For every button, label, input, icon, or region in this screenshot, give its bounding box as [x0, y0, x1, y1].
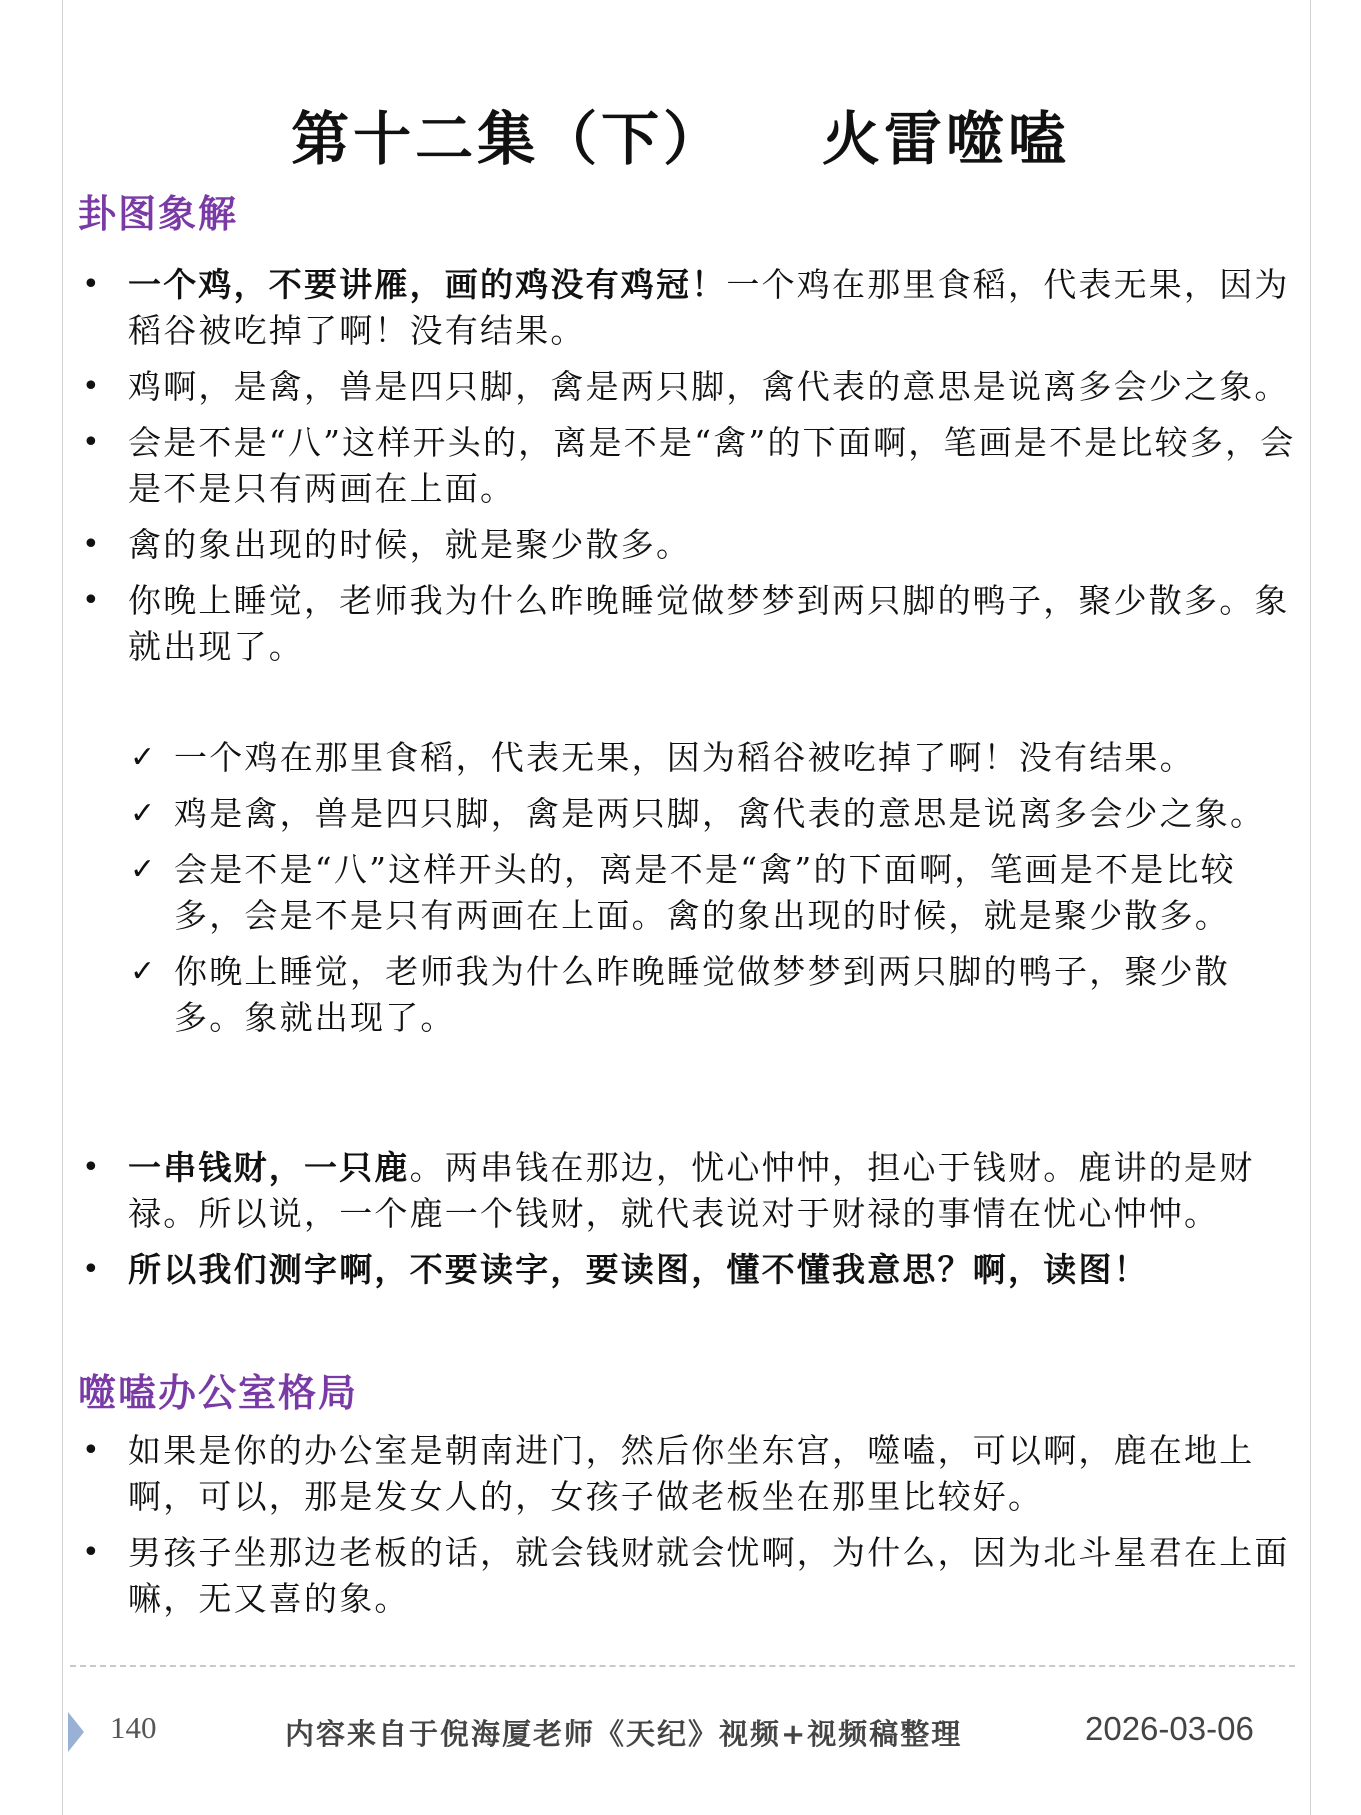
- left-margin-rule: [62, 0, 63, 1815]
- bullet-icon: •: [82, 1252, 102, 1287]
- list-item: [78, 262, 1303, 354]
- bullet-icon: •: [82, 1433, 102, 1468]
- item-text: 一个鸡在那里食稻，代表无果，因为稻谷被吃掉了啊！没有结果。: [128, 265, 1290, 350]
- footer-divider: [70, 1665, 1295, 1667]
- triangle-icon: [68, 1712, 84, 1752]
- list-item: [78, 420, 1303, 512]
- bullet-icon: •: [82, 1535, 102, 1570]
- checkmark-icon: ✓: [130, 954, 158, 989]
- footer-source: 内容来自于倪海厦老师《天纪》视频+视频稿整理: [285, 1717, 963, 1751]
- page-number: 140: [110, 1710, 157, 1745]
- checkmark-icon: ✓: [130, 852, 158, 887]
- checkmark-icon: ✓: [130, 740, 158, 775]
- check-text: 一个鸡在那里食稻，代表无果，因为稻谷被吃掉了啊！没有结果。: [174, 738, 1195, 777]
- check-text: 鸡是禽，兽是四只脚，禽是两只脚，禽代表的意思是说离多会少之象。: [174, 794, 1266, 833]
- item-text: 禽的象出现的时候，就是聚少散多。: [128, 525, 692, 564]
- bullet-icon: •: [82, 527, 102, 562]
- item-text: 会是不是“八”这样开头的，离是不是“禽”的下面啊，笔画是不是比较多，会是不是只有两画在上面。: [128, 423, 1296, 508]
- check-item: [130, 949, 1270, 1041]
- item-bold-text: 一串钱财，一只鹿: [128, 1148, 410, 1187]
- list-item: [78, 522, 1303, 568]
- list-item: [78, 364, 1303, 410]
- check-item: [130, 735, 1270, 781]
- item-bold-text: 所以我们测字啊，不要读字，要读图，懂不懂我意思？啊，读图！: [128, 1250, 1149, 1289]
- list-item: [78, 1428, 1303, 1520]
- item-bold-text: 一个鸡，不要讲雁，画的鸡没有鸡冠！: [128, 265, 727, 304]
- bullet-icon: •: [82, 369, 102, 404]
- check-item: [130, 791, 1270, 837]
- item-text: 男孩子坐那边老板的话，就会钱财就会忧啊，为什么，因为北斗星君在上面嘛，无又喜的象。: [128, 1533, 1290, 1618]
- list-item: [78, 1247, 1303, 1293]
- footer-date: 2026-03-06: [1085, 1710, 1254, 1747]
- list-item: [78, 1145, 1303, 1237]
- list-item: [78, 578, 1303, 670]
- check-text: 你晚上睡觉，老师我为什么昨晚睡觉做梦梦到两只脚的鸭子，聚少散多。象就出现了。: [174, 952, 1230, 1037]
- page-title: 第十二集（下） 火雷噬嗑: [291, 105, 1070, 173]
- bullet-list-3: [78, 1428, 1303, 1632]
- item-text: 鸡啊，是禽，兽是四只脚，禽是两只脚，禽代表的意思是说离多会少之象。: [128, 367, 1290, 406]
- bullet-icon: •: [82, 1150, 102, 1185]
- bullet-list-1: [78, 262, 1303, 680]
- check-list: [130, 735, 1270, 1051]
- list-item: [78, 1530, 1303, 1622]
- check-text: 会是不是“八”这样开头的，离是不是“禽”的下面啊，笔画是不是比较多，会是不是只有两画在上面。禽的象出现的时候，就是聚少散多。: [174, 850, 1236, 935]
- bullet-list-2: [78, 1145, 1303, 1303]
- checkmark-icon: ✓: [130, 796, 158, 831]
- item-text: 。两串钱在那边，忧心忡忡，担心于钱财。鹿讲的是财禄。所以说，一个鹿一个钱财，就代表说对于财禄的事情在忧心忡忡。: [128, 1148, 1255, 1233]
- section-heading-office-layout: 噬嗑办公室格局: [78, 1371, 359, 1415]
- section-heading-gua-tu: 卦图象解: [78, 192, 239, 236]
- bullet-icon: •: [82, 267, 102, 302]
- right-margin-rule: [1310, 0, 1311, 1815]
- item-text: 你晚上睡觉，老师我为什么昨晚睡觉做梦梦到两只脚的鸭子，聚少散多。象就出现了。: [128, 581, 1290, 666]
- item-text: 如果是你的办公室是朝南进门，然后你坐东宫，噬嗑，可以啊，鹿在地上啊，可以，那是发女人的，女孩子做老板坐在那里比较好。: [128, 1431, 1255, 1516]
- bullet-icon: •: [82, 425, 102, 460]
- bullet-icon: •: [82, 583, 102, 618]
- check-item: [130, 847, 1270, 939]
